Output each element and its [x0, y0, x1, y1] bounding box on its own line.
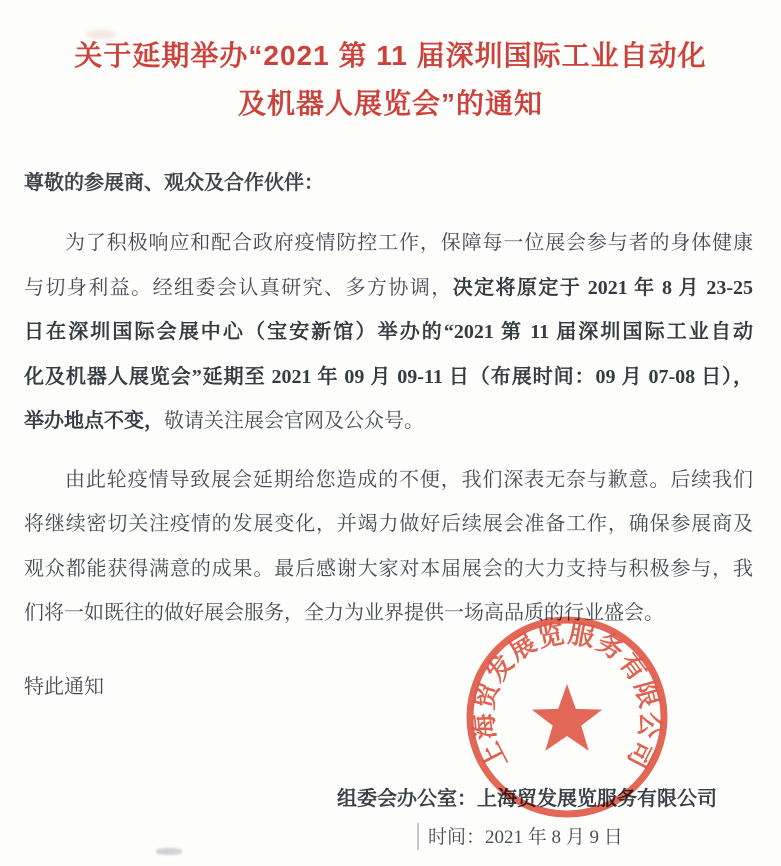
- body-text-emphasis: 决定将原定于 2021 年 8 月 23-25: [452, 276, 753, 299]
- company-seal: [462, 612, 672, 822]
- notice-title-line-1: 关于延期举办“2021 第 11 届深圳国际工业自动化: [74, 40, 707, 71]
- body-line: [24, 547, 753, 592]
- body-line: [24, 458, 753, 503]
- salutation: 尊敬的参展商、观众及合作伙伴：: [24, 172, 324, 194]
- body-text: 观众都能获得满意的成果。最后感谢大家对本届展会的大力支持与积极参与，我: [24, 557, 753, 580]
- body-text: 为了积极响应和配合政府疫情防控工作，保障每一位展会参与者的身体健康: [65, 232, 753, 254]
- paragraph-decision: [24, 221, 753, 444]
- body-line: [24, 266, 753, 311]
- body-text-emphasis: 化及机器人展览会”延期至 2021 年 09 月 09-11 日（布展时间：09 月 07-08 日），: [24, 365, 753, 388]
- body-text-emphasis: 举办地点不变，: [24, 410, 164, 432]
- footer-office-line: 组委会办公室：上海贸发展览服务有限公司: [337, 788, 717, 810]
- body-text: 由此轮疫情导致展会延期给您造成的不便，我们深表无奈与歉意。后续我们: [65, 468, 753, 491]
- footer-date-line: 时间：2021 年 8 月 9 日: [428, 827, 623, 848]
- notice-title-line-2: 及机器人展览会”的通知: [237, 88, 543, 119]
- seal-company-text: 上海贸发展览服务有限公司: [468, 618, 666, 775]
- scan-artifact: [86, 30, 116, 39]
- body-text: 与切身利益。经组委会认真研究、多方协调，: [24, 276, 453, 299]
- notice-title: [0, 32, 781, 128]
- paragraph-apology: [24, 458, 753, 636]
- body-line: [24, 221, 753, 266]
- body-line: [24, 310, 753, 355]
- scan-artifact: [417, 823, 419, 850]
- closing-notice: 特此通知: [24, 675, 104, 698]
- body-text: 们将一如既往的做好展会服务，全力为业界提供一场高品质的行业盛会。: [24, 602, 664, 624]
- body-text: 将继续密切关注疫情的发展变化，并竭力做好后续展会准备工作，确保参展商及: [24, 513, 753, 535]
- star-icon: [532, 684, 602, 751]
- body-line: [24, 355, 753, 400]
- body-line: [24, 399, 753, 444]
- body-text-emphasis: 日在深圳国际会展中心（宝安新馆）举办的“2021 第 11 届深圳国际工业自动: [24, 321, 753, 343]
- body-line: [24, 502, 753, 547]
- scan-artifact: [156, 848, 182, 855]
- body-text: 敬请关注展会官网及公众号。: [164, 410, 424, 432]
